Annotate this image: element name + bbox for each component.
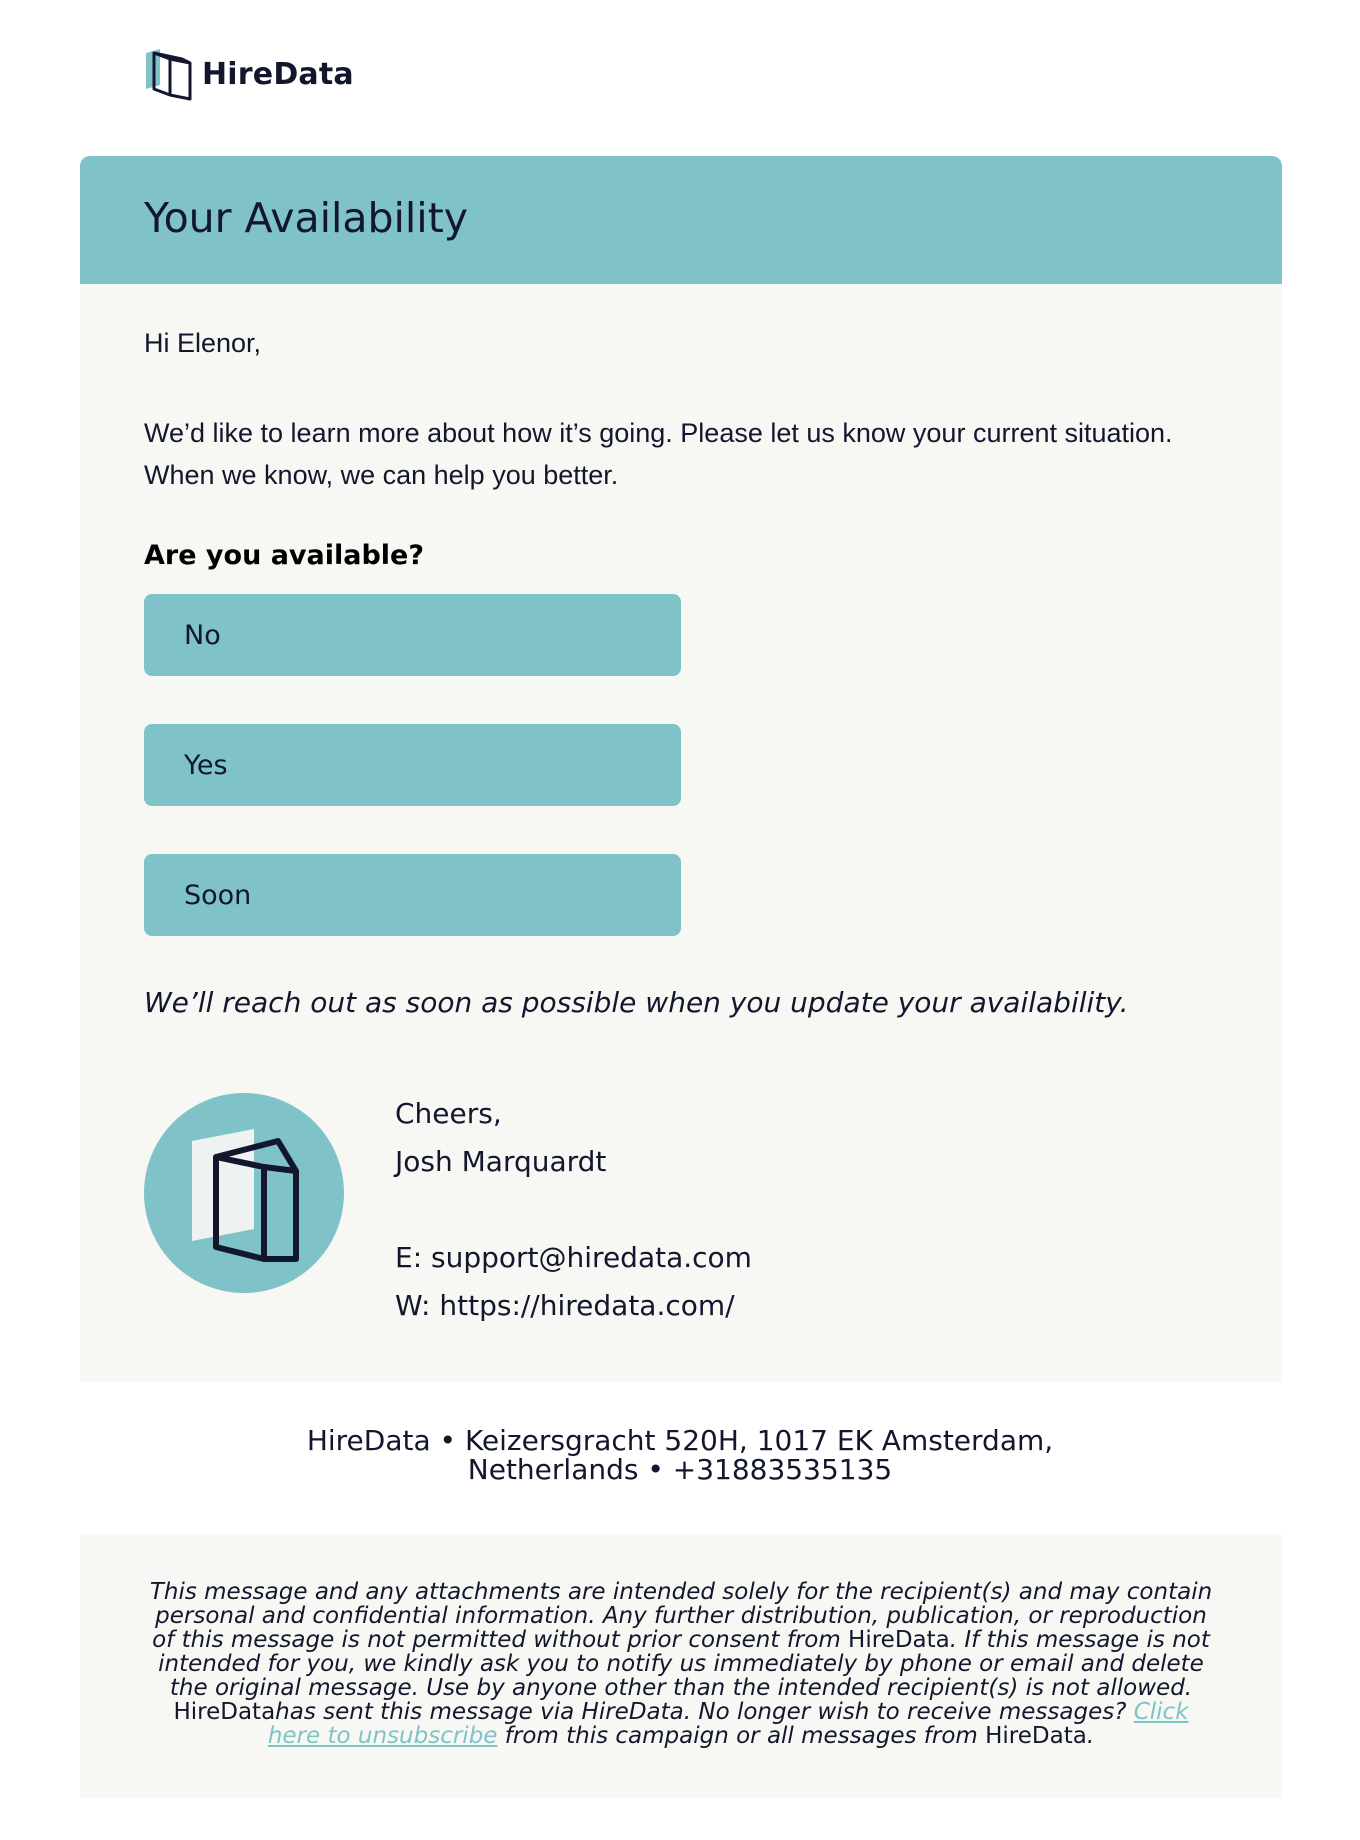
brand-name: HireData (202, 56, 354, 92)
greeting-text: Hi Elenor, (144, 328, 262, 358)
legal-disclaimer (144, 1580, 1218, 1748)
signature-website[interactable]: W: https://hiredata.com/ (395, 1289, 735, 1322)
disclaimer-brand-2: HireData (173, 1699, 276, 1725)
signature-closing: Cheers, (395, 1097, 502, 1130)
company-address (0, 1426, 1360, 1484)
address-text: HireData • Keizersgracht 520H, 1017 EK Amsterdam, Netherlands • +31883535135 (306, 1424, 1054, 1486)
signature-block (395, 1090, 752, 1330)
signature-email[interactable]: E: support@hiredata.com (395, 1241, 752, 1274)
message-body (80, 284, 1282, 1382)
disclaimer-text-3: has sent this message via HireData. No longer wish to receive messages? (275, 1699, 1134, 1725)
brand-logo[interactable] (144, 47, 354, 101)
hiredata-avatar-icon (144, 1093, 344, 1293)
reach-out-note: We’ll reach out as soon as possible when you update your availability. (144, 986, 1129, 1019)
signature-name: Josh Marquardt (395, 1145, 607, 1178)
unsubscribe-link[interactable]: Click here to unsubscribe (267, 1699, 1189, 1749)
disclaimer-text-4: from this campaign or all messages from (497, 1723, 986, 1749)
disclaimer-panel (80, 1534, 1282, 1798)
page-title: Your Availability (144, 194, 469, 242)
hiredata-logo-icon (144, 47, 192, 101)
header-banner (80, 156, 1282, 284)
disclaimer-text-5: . (1086, 1723, 1095, 1749)
disclaimer-text-2: . If this message is not intended for you, we kindly ask you to notify us immediately by phone or email and delete the original message. Use by anyone other than the intended recipient(s) is not allowed. (158, 1627, 1210, 1701)
availability-soon-button[interactable]: Soon (144, 854, 681, 936)
disclaimer-brand-3: HireData (985, 1723, 1087, 1749)
disclaimer-brand-1: HireData (848, 1627, 950, 1653)
availability-no-button[interactable]: No (144, 594, 681, 676)
intro-paragraph: We’d like to learn more about how it’s going. Please let us know your current situation. When we know, we can help you better. (144, 418, 1173, 490)
disclaimer-text-1: This message and any attachments are intended solely for the recipient(s) and may contain personal and confidential information. Any further distribution, publication, or reproduction of this message is not permitted without prior consent from (149, 1579, 1213, 1653)
availability-question: Are you available? (144, 540, 425, 571)
availability-yes-button[interactable]: Yes (144, 724, 681, 806)
